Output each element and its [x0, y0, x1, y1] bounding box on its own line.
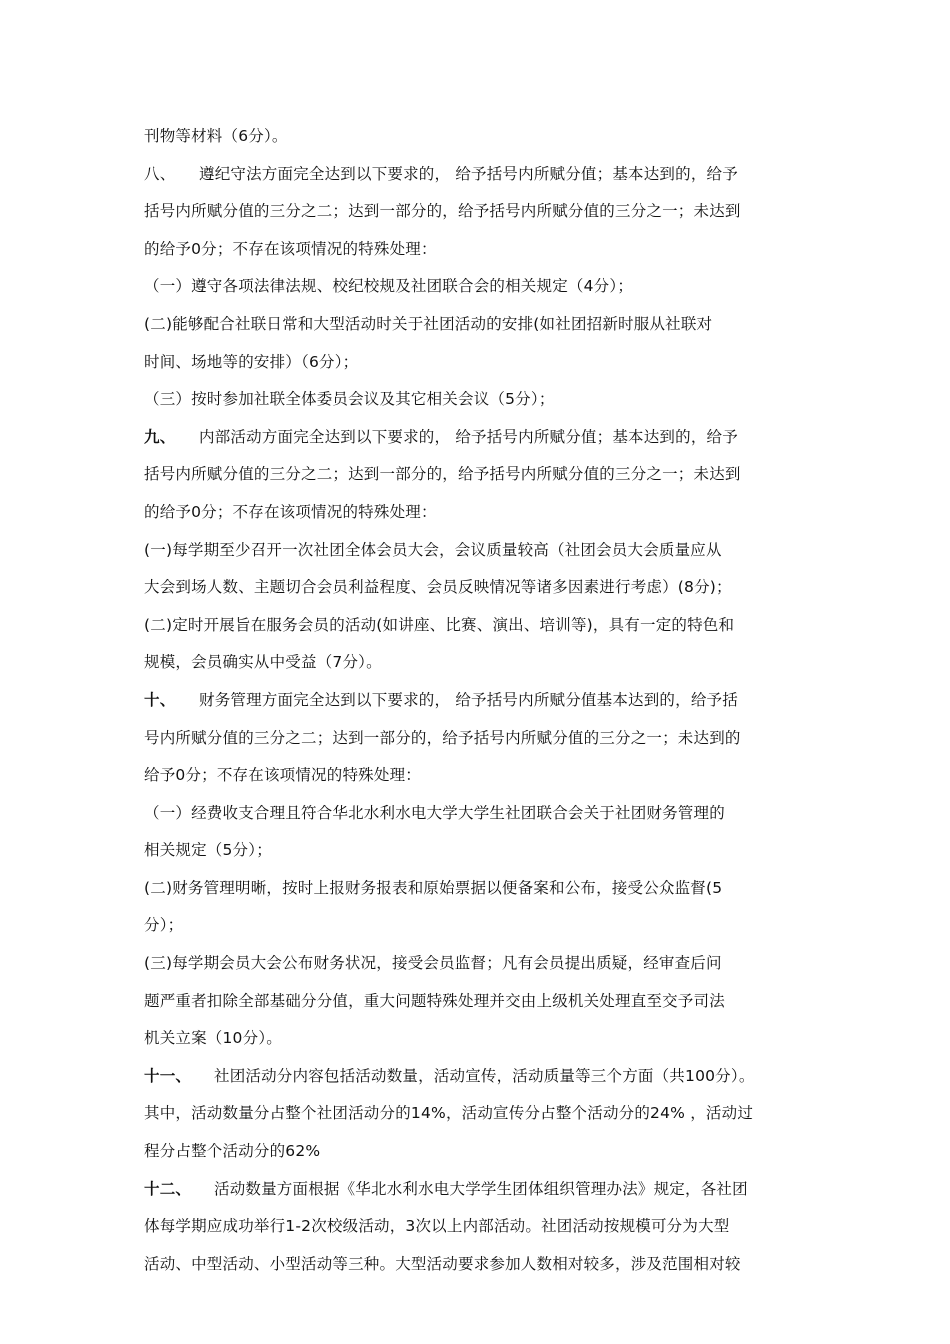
paragraph-line: （三）按时参加社联全体委员会议及其它相关会议（5分）；	[144, 390, 555, 409]
paragraph-text: 内部活动方面完全达到以下要求的， 给予括号内所赋分值；基本达到的，给予	[199, 427, 738, 446]
paragraph-line: 分）；	[144, 916, 184, 935]
paragraph-line: 其中，活动数量分占整个社团活动分的14%，活动宣传分占整个活动分的24% ，活动过	[144, 1104, 754, 1123]
section-ten-line	[144, 682, 774, 720]
paragraph-line: (二)定时开展旨在服务会员的活动(如讲座、比赛、演出、培训等)，具有一定的特色和	[144, 615, 735, 634]
paragraph-line: 大会到场人数、主题切合会员利益程度、会员反映情况等诸多因素进行考虑）(8分)；	[144, 578, 732, 597]
paragraph-line: （一）遵守各项法律法规、校纪校规及社团联合会的相关规定（4分）；	[144, 277, 634, 296]
paragraph-text: 活动数量方面根据《华北水利水电大学学生团体组织管理办法》规定，各社团	[214, 1179, 748, 1198]
document-page	[144, 118, 774, 1283]
paragraph-line: 规模，会员确实从中受益（7分）。	[144, 653, 382, 672]
paragraph-line: 机关立案（10分）。	[144, 1029, 282, 1048]
paragraph-text: 财务管理方面完全达到以下要求的， 给予括号内所赋分值基本达到的，给予括	[199, 690, 738, 709]
paragraph-line: (一)每学期至少召开一次社团全体会员大会，会议质量较高（社团会员大会质量应从	[144, 540, 722, 559]
paragraph-line: 相关规定（5分）；	[144, 841, 272, 860]
section-nine-line	[144, 419, 774, 457]
section-number: 十、	[144, 690, 176, 709]
section-eight-line	[144, 156, 774, 194]
paragraph-line: 的给予0分；不存在该项情况的特殊处理：	[144, 239, 437, 258]
paragraph-line: 给予0分；不存在该项情况的特殊处理：	[144, 766, 421, 785]
section-number: 八、	[144, 164, 176, 183]
paragraph-line: 程分占整个活动分的62%	[144, 1142, 321, 1161]
paragraph-text: 遵纪守法方面完全达到以下要求的， 给予括号内所赋分值；基本达到的，给予	[199, 164, 738, 183]
paragraph-line: 题严重者扣除全部基础分分值，重大问题特殊处理并交由上级机关处理直至交予司法	[144, 991, 725, 1010]
paragraph-line: (三)每学期会员大会公布财务状况，接受会员监督；凡有会员提出质疑，经审查后问	[144, 954, 722, 973]
paragraph-line: 时间、场地等的安排）（6分）；	[144, 352, 359, 371]
paragraph-line: 号内所赋分值的三分之二；达到一部分的，给予括号内所赋分值的三分之一；未达到的	[144, 728, 741, 747]
paragraph-line: 体每学期应成功举行1-2次校级活动，3次以上内部活动。社团活动按规模可分为大型	[144, 1217, 730, 1236]
paragraph-line: （一）经费收支合理且符合华北水利水电大学大学生社团联合会关于社团财务管理的	[144, 803, 725, 822]
section-number: 十二、	[144, 1179, 192, 1198]
paragraph-line: 活动、中型活动、小型活动等三种。大型活动要求参加人数相对较多，涉及范围相对较	[144, 1254, 741, 1273]
section-number: 九、	[144, 427, 176, 446]
paragraph-line: 括号内所赋分值的三分之二；达到一部分的，给予括号内所赋分值的三分之一；未达到	[144, 202, 741, 221]
section-number: 十一、	[144, 1066, 192, 1085]
paragraph-line: (二)财务管理明晰，按时上报财务报表和原始票据以便备案和公布，接受公众监督(5	[144, 878, 723, 897]
section-twelve-line	[144, 1171, 774, 1209]
paragraph-line: (二)能够配合社联日常和大型活动时关于社团活动的安排(如社团招新时服从社联对	[144, 314, 713, 333]
paragraph-line: 刊物等材料（6分）。	[144, 127, 288, 145]
paragraph-line: 括号内所赋分值的三分之二；达到一部分的，给予括号内所赋分值的三分之一；未达到	[144, 465, 741, 484]
paragraph-line: 的给予0分；不存在该项情况的特殊处理：	[144, 502, 437, 521]
paragraph-text: 社团活动分内容包括活动数量，活动宣传，活动质量等三个方面（共100分）。	[214, 1066, 755, 1085]
section-eleven-line	[144, 1058, 774, 1096]
